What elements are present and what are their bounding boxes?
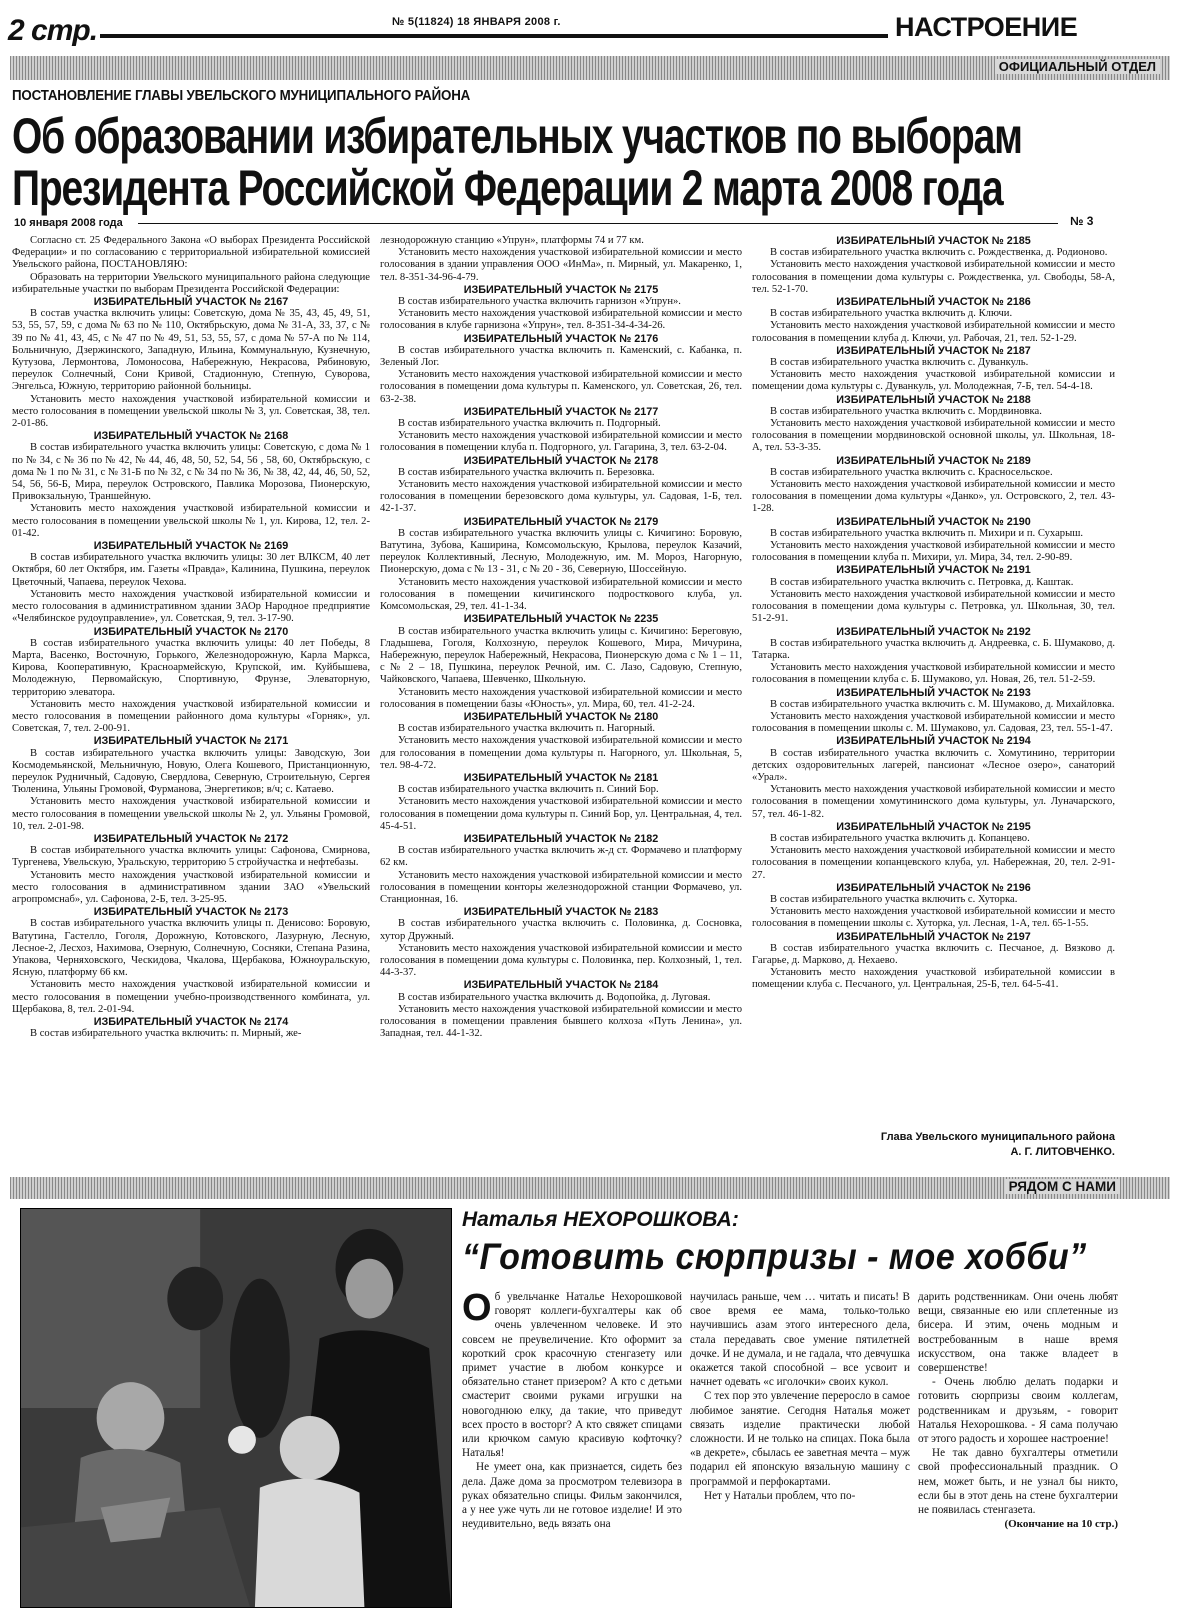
precinct-text: В состав избирательного участка включить п. Каменский, с. Кабанка, п. Зеленый Лог. bbox=[380, 344, 742, 369]
precinct-heading: ИЗБИРАТЕЛЬНЫЙ УЧАСТОК № 2193 bbox=[836, 686, 1031, 699]
precinct-text: В состав участка включить улицы: Советскую, дома № 35, 43, 45, 49, 51, 53, 55, 57, 59, с дома № 63 по № 110, Октябрьскую, дома № 31-А, 33, 37, с № 39 по № 41, 43, 45, с № 47 по № 49, 51, 53, 55, 57, с дома № 57-А по № 114, Больничную, Дзержинского, Западную, Ильина, Коммунальную, Кузнечную, Кутузова, Лермонтова, Ломоносова, Набережную, Некрасова, Рябиновую, переулок Солнечный, Сони Кривой, Стадионную, Степную, Суворова, Энгельса, Южную, территорию районной больницы. bbox=[12, 308, 370, 393]
precinct-text: Установить место нахождения участковой избирательной комиссии и место голосования в помещении дома культуры с. Половинка, пер. Колхозный, 1, тел. 44-3-37. bbox=[380, 942, 742, 979]
precinct-heading: ИЗБИРАТЕЛЬНЫЙ УЧАСТОК № 2175 bbox=[463, 283, 659, 296]
precinct-text: В состав избирательного участка включить гарнизон «Упрун». bbox=[398, 296, 681, 308]
precinct-text: Установить место нахождения участковой избирательной комиссии и место голосования в помещении клуба с. Б. Шумаково, ул. Новая, 26, тел. 51-2-59. bbox=[752, 662, 1115, 686]
decree-intro-1: Согласно ст. 25 Федерального Закона «О выборах Президента Российской Федерации» и по согласованию с территориальной избирательной комиссией Увельского района, ПОСТАНОВЛЯЮ: bbox=[12, 235, 370, 271]
signature-block bbox=[830, 1130, 1115, 1160]
precinct-text: Установить место нахождения участковой избирательной комиссии и помещении дома культуры с. Дуванкуль, ул. Молодежная, 7-Б, тел. 54-4-18. bbox=[752, 369, 1115, 393]
precinct-text: В состав избирательного участка включить с. Петровка, д. Каштак. bbox=[770, 576, 1074, 588]
precinct-heading: ИЗБИРАТЕЛЬНЫЙ УЧАСТОК № 2197 bbox=[836, 930, 1031, 943]
precinct-text: Установить место нахождения участковой избирательной комиссии и место голосования в помещении конторы железнодорожной станции Формачево, ул. Станционная, 16. bbox=[380, 869, 742, 905]
decree-headline bbox=[12, 110, 1166, 214]
precinct-text: Установить место нахождения участковой избирательной комиссии и место голосования в помещении клуба д. Ключи, ул. Рабочая, 21, тел. 52-1-29. bbox=[752, 320, 1115, 344]
article-paragraph: - Очень люблю делать подарки и готовить сюрпризы своим коллегам, родственникам и друзьям, - говорит Наталья Нехорошкова. - Я сама получаю от этого радость и хорошее настроение! bbox=[918, 1376, 1118, 1446]
precinct-heading: ИЗБИРАТЕЛЬНЫЙ УЧАСТОК № 2180 bbox=[463, 710, 659, 723]
page-number: 2 стр. bbox=[8, 14, 98, 47]
precinct-text: Установить место нахождения участковой избирательной комиссии и место голосования в помещении мордвиновской основной школы, ул. Школьная, 18-А, тел. 53-3-35. bbox=[752, 418, 1115, 454]
precinct-list-3 bbox=[752, 235, 1115, 992]
decree-intro-2: Образовать на территории Увельского муниципального района следующие избирательные участки по выборам Президента Российской Федерации: bbox=[12, 271, 370, 295]
precinct-text: В состав избирательного участка включить п. Березовка. bbox=[398, 466, 655, 478]
article-paragraph: Не так давно бухгалтеры отметили свой профессиональный праздник. О нем, может быть, и не узнал бы никто, если бы в этот день на стене бухгалтерии не появилась стенгазета. bbox=[918, 1447, 1118, 1517]
precinct-heading: ИЗБИРАТЕЛЬНЫЙ УЧАСТОК № 2173 bbox=[93, 906, 289, 919]
article-column-3 bbox=[918, 1290, 1118, 1610]
precinct-text: В состав избирательного участка включить д. Копанцево. bbox=[770, 832, 1030, 844]
decree-number: № 3 bbox=[1070, 214, 1094, 228]
precinct-text: Установить место нахождения участковой избирательной комиссии и место голосования в помещении березовского дома культуры, ул. Садовая, 1-Б, тел. 42-1-37. bbox=[380, 479, 742, 515]
precinct-heading: ИЗБИРАТЕЛЬНЫЙ УЧАСТОК № 2188 bbox=[836, 393, 1031, 406]
issue-line: № 5(11824) 18 ЯНВАРЯ 2008 г. bbox=[392, 16, 561, 28]
precinct-heading: ИЗБИРАТЕЛЬНЫЙ УЧАСТОК № 2174 bbox=[93, 1016, 289, 1028]
precinct-text: Установить место нахождения участковой избирательной комиссии и место голосования в помещении кичигинского подросткового клуба, ул. Комсомольская, 29, тел. 41-1-34. bbox=[380, 576, 742, 613]
precinct-heading: ИЗБИРАТЕЛЬНЫЙ УЧАСТОК № 2179 bbox=[463, 515, 659, 528]
precinct-text: Установить место нахождения участковой избирательной комиссии и место голосования в помещении клуба п. Михири, ул. Мира, 34, тел. 2-90-89. bbox=[752, 540, 1115, 564]
precinct-text: Установить место нахождения участковой избирательной комиссии и место голосования в помещении дома культуры п. Синий Бор, ул. Центральная, 4, тел. 45-4-51. bbox=[380, 796, 742, 832]
precinct-heading: ИЗБИРАТЕЛЬНЫЙ УЧАСТОК № 2167 bbox=[93, 296, 289, 309]
precinct-text: В состав избирательного участка включить с. Дуванкуль. bbox=[770, 357, 1029, 369]
precinct-text: Установить место нахождения участковой избирательной комиссии и место голосования в помещении дома культуры «Данко», ул. Островского, 2, тел. 43-1-28. bbox=[752, 479, 1115, 515]
precinct-text: Установить место нахождения участковой избирательной комиссии в помещении клуба с. Песчаного, ул. Центральная, 25-Б, тел. 64-5-41. bbox=[752, 967, 1115, 991]
decree-kicker: ПОСТАНОВЛЕНИЕ ГЛАВЫ УВЕЛЬСКОГО МУНИЦИПАЛЬНОГО РАЙОНА bbox=[12, 88, 471, 104]
precinct-heading: ИЗБИРАТЕЛЬНЫЙ УЧАСТОК № 2190 bbox=[836, 515, 1031, 528]
precinct-text: Установить место нахождения участковой избирательной комиссии и место голосования в клубе гарнизона «Упрун», тел. 8-351-34-4-34-26. bbox=[380, 308, 742, 332]
article-author: Наталья НЕХОРОШКОВА: bbox=[462, 1208, 739, 1231]
department-bar bbox=[10, 56, 1170, 80]
precinct-text: В состав избирательного участка включить с. Хомутинино, территории детских оздоровительных лагерей, пансионат «Лесное озеро», санаторий «Урал». bbox=[752, 747, 1115, 783]
precinct-text: Установить место нахождения участковой избирательной комиссии и место голосования в помещении хомутининского дома культуры, ул. Луначарского, 57, тел. 46-1-82. bbox=[752, 784, 1115, 820]
precinct-heading: ИЗБИРАТЕЛЬНЫЙ УЧАСТОК № 2182 bbox=[463, 832, 659, 845]
precinct-text: Установить место нахождения участковой избирательной комиссии и место голосования в помещении увельской школы № 3, ул. Советская, 38, тел. 2-01-86. bbox=[12, 393, 370, 430]
precinct-heading: ИЗБИРАТЕЛЬНЫЙ УЧАСТОК № 2184 bbox=[463, 979, 659, 992]
precinct-text: В состав избирательного участка включить улицы: Заводскую, Зои Космодемьянской, Мельничную, Новую, Олега Кошевого, Пристанционную, переулок Рудничный, Садовую, Свердлова, Северную, Строительную, Сергея Тюленина, Ульяны Громовой, Фурманова, Энергетиков; в/ч; с. Катаево. bbox=[12, 747, 370, 796]
article-paragraph: С тех пор это увлечение переросло в самое любимое занятие. Сегодня Наталья может связать изделие практически любой сложности. И не только на спицах. Пока была «в декрете», сбылась ее заветная мечта – муж подарил ей японскую вязальную машину с программой и перфокартами. bbox=[690, 1390, 910, 1488]
precinct-text: Установить место нахождения участковой избирательной комиссии и место голосования в помещении увельской школы № 1, ул. Кирова, 12, тел. 2-01-42. bbox=[12, 503, 370, 539]
precinct-text: В состав избирательного участка включить улицы: 40 лет Победы, 8 Марта, Васенко, Восточную, Горького, Железнодорожную, Карла Маркса, Кирова, Кооперативную, Красноармейскую, Крупской, им. Куйбышева, Молодежную, Первомайскую, Спортивную, Фрунзе, Элеваторную, территорию элеватора. bbox=[12, 637, 370, 698]
precinct-text: В состав избирательного участка включить п. Михири и п. Сухарыш. bbox=[770, 527, 1084, 539]
precinct-text: Установить место нахождения участковой избирательной комиссии и место для голосования в помещении дома культуры п. Нагорного, ул. Школьная, 5, тел. 98-4-72. bbox=[380, 735, 742, 771]
precinct-text: В состав избирательного участка включить с. Песчаное, д. Вязково д. Гагарье, д. Марково, д. Нехаево. bbox=[752, 942, 1115, 966]
signature-title: Глава Увельского муниципального района bbox=[880, 1131, 1115, 1143]
precinct-heading: ИЗБИРАТЕЛЬНЫЙ УЧАСТОК № 2235 bbox=[463, 613, 659, 626]
precinct-text: В состав избирательного участка включить д. Андреевка, с. Б. Шумаково, д. Татарка. bbox=[752, 637, 1115, 661]
precinct-heading: ИЗБИРАТЕЛЬНЫЙ УЧАСТОК № 2195 bbox=[836, 820, 1031, 833]
precinct-text: В состав избирательного участка включить с. Мордвиновка. bbox=[770, 405, 1042, 417]
date-rule bbox=[138, 223, 1058, 224]
precinct-heading: ИЗБИРАТЕЛЬНЫЙ УЧАСТОК № 2172 bbox=[93, 832, 289, 845]
precinct-text: Установить место нахождения участковой избирательной комиссии и место голосования в административном здании ЗАОр Народное предприятие «Челябинское рудоуправление», ул. Советская, 9, тел. 3-17-90. bbox=[12, 588, 370, 625]
article-column-2 bbox=[690, 1290, 910, 1610]
column-2-lead: лезнодорожную станцию «Упрун», платформы 74 и 77 км. bbox=[380, 235, 644, 246]
precinct-text: В состав избирательного участка включить с. М. Шумаково, д. Михайловка. bbox=[770, 698, 1115, 710]
precinct-text: В состав избирательного участка включить с. Хуторка. bbox=[770, 893, 1018, 905]
precinct-text: Установить место нахождения участковой избирательной комиссии и место голосования в помещении клуба п. Подгорного, ул. Гагарина, 3, тел. 63-2-04. bbox=[380, 430, 742, 454]
department-label: ОФИЦИАЛЬНЫЙ ОТДЕЛ bbox=[995, 59, 1160, 74]
precinct-text: Установить место нахождения участковой избирательной комиссии и место голосования в помещении базы «Юность», ул. Мира, 60, тел. 41-2-24. bbox=[380, 686, 742, 710]
precinct-text: В состав избирательного участка включить: п. Мирный, же- bbox=[30, 1028, 302, 1040]
continued-note: (Окончание на 10 стр.) bbox=[1004, 1518, 1118, 1531]
decree-date: 10 января 2008 года bbox=[14, 217, 123, 229]
precinct-text: В состав избирательного участка включить улицы: Советскую, с дома № 1 по № 34, с № 36 по № 42, № 44, 46, 48, 50, 52, 54, 56 , 58, 60, Октябрьскую, с дома № 1 по № 31, с № 31-Б по № 32, с № 34 по № 36, № 38, 42, 44, 46, 50, 52, 54, 56, 56-Б, Мира, переулок Островского, Павлика Морозова, Пионерскую, Привокзальную, Траншейную. bbox=[12, 442, 370, 503]
precinct-text: В состав избирательного участка включить улицы с. Кичигино: Береговую, Гладышева, Гоголя, Колхозную, переулок Кошевого, Мира, Мичурина, Набережную, переулок Набережный, Некрасова, Пионерскую дома с № 1 – 11, с № 2 – 18, Пушкина, переулок Речной, им. С. Лазо, Садовую, Степную, Чайковского, Чапаева, Шевченко, Школьную. bbox=[380, 625, 742, 686]
photo-illustration bbox=[21, 1209, 451, 1607]
article-paragraph: дарить родственникам. Они очень любят вещи, связанные ею или сплетенные из бисера. И этим, очень модным и востребованным в наше время искусством, она также владеет в совершенстве! bbox=[918, 1291, 1118, 1375]
precinct-text: В состав избирательного участка включить д. Водопойка, д. Луговая. bbox=[398, 991, 711, 1003]
precinct-heading: ИЗБИРАТЕЛЬНЫЙ УЧАСТОК № 2170 bbox=[93, 625, 289, 638]
precinct-heading: ИЗБИРАТЕЛЬНЫЙ УЧАСТОК № 2181 bbox=[463, 771, 659, 784]
precinct-text: Установить место нахождения участковой избирательной комиссии и место голосования в помещении правления бывшего колхоза «Путь Ленина», ул. Западная, тел. 44-1-32. bbox=[380, 1003, 742, 1040]
precinct-text: Установить место нахождения участковой избирательной комиссии и место голосования в помещении дома культуры с. Рождественка, ул. Свободы, 58-А, тел. 52-1-70. bbox=[752, 259, 1115, 295]
precinct-list-1 bbox=[12, 296, 370, 1040]
headline-line-2: Президента Российской Федерации 2 марта 2008 года bbox=[12, 160, 1003, 216]
precinct-heading: ИЗБИРАТЕЛЬНЫЙ УЧАСТОК № 2192 bbox=[836, 625, 1031, 638]
precinct-heading: ИЗБИРАТЕЛЬНЫЙ УЧАСТОК № 2169 bbox=[93, 540, 289, 553]
decree-column-3 bbox=[752, 235, 1115, 1175]
precinct-text: В состав избирательного участка включить ж-д ст. Формачево и платформу 62 км. bbox=[380, 845, 742, 869]
article-photo bbox=[20, 1208, 452, 1608]
precinct-text: В состав избирательного участка включить улицы: Сафонова, Смирнова, Тургенева, Увельскую, Уральскую, территорию 5 стройучастка и нефтебазы. bbox=[12, 845, 370, 869]
article-paragraph: Нет у Натальи проблем, что по- bbox=[704, 1489, 856, 1502]
article-paragraph: б увельчанке Наталье Нехорошковой говорят коллеги-бухгалтеры как об очень увлеченном человеке. И это совсем не преувеличение. Кто оформит за короткий срок красочную стенгазету или примет участие в любом конкурсе и обязательно станет призером? А кто с детьми смастерит своими руками игрушки на новогоднюю елку, да такие, что приведут всех просто в восторг? А кто свяжет спицами или крючком самую красивую кофточку? Наталья! bbox=[462, 1291, 682, 1460]
article-paragraph: научилась раньше, чем … читать и писать! В свое время ее мама, только-только научившись азам этого интересного дела, стала передавать свое умение пятилетней дочке. И не думала, и не гадала, что девчушка окажется такой способной – все усвоит и начнет одевать «с иголочки» своих кукол. bbox=[690, 1291, 910, 1389]
precinct-text: В состав избирательного участка включить д. Ключи. bbox=[770, 308, 1013, 320]
precinct-text: Установить место нахождения участковой избирательной комиссии и место голосования в помещении школы с. М. Шумаково, ул. Садовая, 23, тел. 55-1-47. bbox=[752, 710, 1115, 735]
precinct-heading: ИЗБИРАТЕЛЬНЫЙ УЧАСТОК № 2185 bbox=[836, 235, 1031, 247]
precinct-text: Установить место нахождения участковой избирательной комиссии и место голосования в помещении увельской школы № 2, ул. Ульяны Громовой, 10, тел. 2-01-98. bbox=[12, 796, 370, 832]
header-rule bbox=[100, 34, 888, 38]
precinct-heading: ИЗБИРАТЕЛЬНЫЙ УЧАСТОК № 2171 bbox=[93, 735, 289, 748]
precinct-heading: ИЗБИРАТЕЛЬНЫЙ УЧАСТОК № 2177 bbox=[463, 405, 659, 418]
article-title: “Готовить сюрпризы - мое хобби” bbox=[462, 1236, 1087, 1277]
precinct-text: В состав избирательного участка включить улицы: 30 лет ВЛКСМ, 40 лет Октября, 60 лет Октября, им. Газеты «Правда», Калинина, Пушкина, переулок Цветочный, Чапаева, переулок Чехова. bbox=[12, 552, 370, 588]
precinct-text: В состав избирательного участка включить улицы с. Кичигино: Боровую, Ватутина, Зубова, Каширина, Комсомольскую, Крылова, переулок Казачий, переулок Коллективный, Лесную, Молодежную, им. М. Мороз, Нагорную, Пионерскую, дома с № 13 - 31, с № 20 - 36, Северную, Шоссейную. bbox=[380, 527, 742, 576]
precinct-heading: ИЗБИРАТЕЛЬНЫЙ УЧАСТОК № 2194 bbox=[836, 735, 1031, 748]
precinct-heading: ИЗБИРАТЕЛЬНЫЙ УЧАСТОК № 2186 bbox=[836, 296, 1031, 309]
precinct-text: Установить место нахождения участковой избирательной комиссии и место голосования в помещении учебно-производственного комбината, ул. Щербакова, 8, тел. 2-01-94. bbox=[12, 979, 370, 1015]
precinct-heading: ИЗБИРАТЕЛЬНЫЙ УЧАСТОК № 2196 bbox=[836, 881, 1031, 894]
precinct-text: Установить место нахождения участковой избирательной комиссии и место голосования в помещении дома культуры п. Каменского, ул. Советская, 26, тел. 63-2-38. bbox=[380, 369, 742, 405]
article-paragraph: Не умеет она, как признается, сидеть без дела. Даже дома за просмотром телевизора в руках обязательно спицы. Фильм закончился, а у нее уже чуть ли не готовое изделие! И это неудивительно, ведь вязать она bbox=[462, 1461, 682, 1531]
precinct-text: В состав избирательного участка включить п. Подгорный. bbox=[398, 418, 661, 430]
precinct-text: В состав избирательного участка включить с. Рождественка, д. Родионово. bbox=[770, 247, 1108, 259]
precinct-text: В состав избирательного участка включить с. Половинка, д. Сосновка, хутор Дружный. bbox=[380, 918, 742, 942]
precinct-text: Установить место нахождения участковой избирательной комиссии и место голосования в помещении районного дома культуры «Горняк», ул. Советская, 7, тел. 2-00-91. bbox=[12, 698, 370, 735]
precinct-text: Установить место нахождения участковой избирательной комиссии и место голосования в помещении копанцевского клуба, ул. Набережная, 20, тел. 2-91-27. bbox=[752, 845, 1115, 881]
precinct-text: В состав избирательного участка включить улицы п. Денисово: Боровую, Ватутина, Гастелло, Гоголя, Дорожную, Котовского, Лазурную, Лесную, Лесное-2, Лесхоз, Нахимова, Озерную, Солнечную, Сосняки, Степана Разина, Упакова, Черняховского, Ческидова, Чкалова, Щербакова, Южноуральскую, Ясную, платформу 66 км. bbox=[12, 918, 370, 979]
precinct-heading: ИЗБИРАТЕЛЬНЫЙ УЧАСТОК № 2176 bbox=[463, 332, 659, 345]
precinct-heading: ИЗБИРАТЕЛЬНЫЙ УЧАСТОК № 2168 bbox=[93, 430, 289, 443]
newspaper-section-title: НАСТРОЕНИЕ bbox=[895, 12, 1078, 42]
precinct-heading: ИЗБИРАТЕЛЬНЫЙ УЧАСТОК № 2191 bbox=[836, 564, 1031, 577]
rubric-label: РЯДОМ С НАМИ bbox=[1005, 1179, 1120, 1194]
precinct-text: В состав избирательного участка включить п. Синий Бор. bbox=[398, 784, 659, 796]
signature-name: А. Г. ЛИТОВЧЕНКО. bbox=[1010, 1146, 1115, 1158]
precinct-heading: ИЗБИРАТЕЛЬНЫЙ УЧАСТОК № 2183 bbox=[463, 906, 659, 919]
rubric-bar bbox=[10, 1177, 1170, 1199]
headline-line-1: Об образовании избирательных участков по выборам bbox=[12, 108, 1022, 164]
column-2-lead-2: Установить место нахождения участковой избирательной комиссии и место голосования в здании управления ООО «ИнМа», п. Мирный, ул. Макаренко, 1, тел. 8-351-34-96-4-79. bbox=[380, 247, 742, 283]
precinct-text: В состав избирательного участка включить п. Нагорный. bbox=[398, 723, 656, 735]
precinct-text: Установить место нахождения участковой избирательной комиссии и место голосования в административном здании ЗАО «Увельский агропромснаб», ул. Сафонова, 2-Б, тел. 3-25-95. bbox=[12, 869, 370, 905]
precinct-heading: ИЗБИРАТЕЛЬНЫЙ УЧАСТОК № 2187 bbox=[836, 344, 1031, 357]
article-column-1 bbox=[462, 1290, 682, 1610]
precinct-text: Установить место нахождения участковой избирательной комиссии и место голосования в помещении дома культуры с. Петровка, ул. Школьная, 30, тел. 51-2-91. bbox=[752, 588, 1115, 625]
precinct-heading: ИЗБИРАТЕЛЬНЫЙ УЧАСТОК № 2178 bbox=[463, 454, 659, 467]
drop-cap: О bbox=[462, 1290, 492, 1329]
precinct-heading: ИЗБИРАТЕЛЬНЫЙ УЧАСТОК № 2189 bbox=[836, 454, 1031, 467]
precinct-text: В состав избирательного участка включить с. Красносельское. bbox=[770, 466, 1053, 478]
precinct-list-2 bbox=[380, 284, 742, 1041]
precinct-text: Установить место нахождения участковой избирательной комиссии и место голосования в помещении школы с. Хуторка, ул. Лесная, 1-А, тел. 65-1-55. bbox=[752, 906, 1115, 930]
decree-column-2 bbox=[380, 235, 742, 1335]
